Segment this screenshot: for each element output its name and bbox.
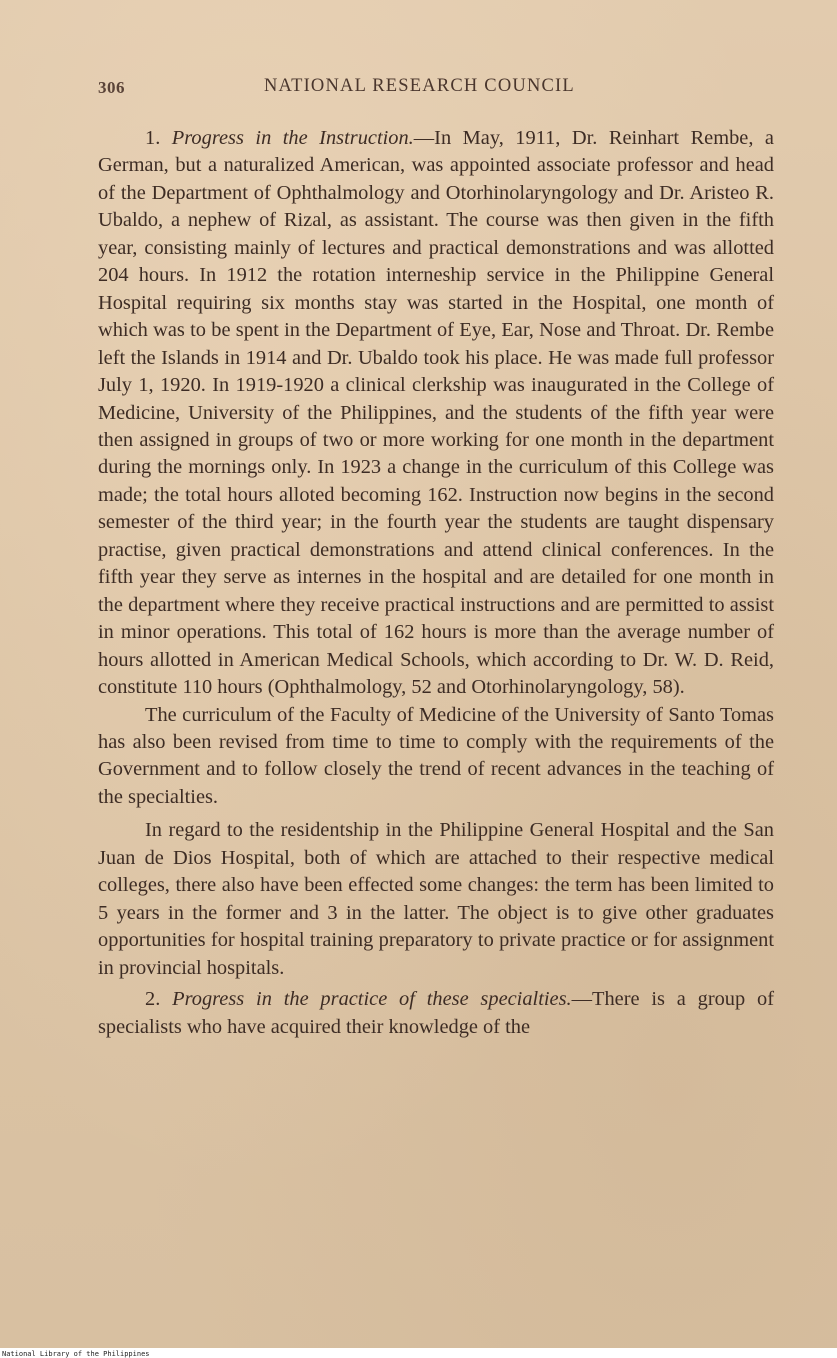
body-text [98, 125, 774, 1041]
section-number: 2. [145, 988, 161, 1011]
paragraph-text: In regard to the residentship in the Philippine General Hospital and the San Juan de Dios Hospital, both of which are attached to their respective medical colleges, there also have been effected some changes: the term has been limited to 5 years in the former and 3 in the latter. The object is to give other graduates opportunities for hospital training preparatory to private practice or for assignment in provincial hospitals. [98, 819, 774, 979]
paragraph-2 [98, 702, 774, 812]
paragraph-text: —In May, 1911, Dr. Reinhart Rembe, a German, but a naturalized American, was appointed associate professor and head of the Department of Ophthalmology and Otorhinolaryngology and Dr. Aristeo R. Ubaldo, a nephew of Rizal, as assistant. The course was then given in the fifth year, consisting mainly of lectures and practical demonstrations and was allotted 204 hours. In 1912 the rotation interneship service in the Philippine General Hospital requiring six months stay was started in the Hospital, one month of which was to be spent in the Department of Eye, Ear, Nose and Throat. Dr. Rembe left the Islands in 1914 and Dr. Ubaldo took his place. He was made full professor July 1, 1920. In 1919-1920 a clinical clerkship was inaugurated in the College of Medicine, University of the Philippines, and the students of the fifth year were then assigned in groups of two or more working for one month in the department during the mornings only. In 1923 a change in the curriculum of this College was made; the total hours alloted becoming 162. Instruction now begins in the second semester of the third year; in the fourth year the students are taught dispensary practise, given practical demonstrations and attend clinical conferences. In the fifth year they serve as internes in the hospital and are detailed for one month in the department where they receive practical instructions and are permitted to assist in minor operations. This total of 162 hours is more than the average number of hours allotted in American Medical Schools, which according to Dr. W. D. Reid, constitute 110 hours (Ophthalmology, 52 and Otorhinolaryngology, 58). [98, 127, 774, 699]
running-head [98, 76, 778, 102]
running-title: NATIONAL RESEARCH COUNCIL [264, 76, 575, 96]
section-heading: Progress in the practice of these specialties. [172, 988, 572, 1011]
footer-credit: National Library of the Philippines [2, 1350, 150, 1358]
paragraph-4 [98, 986, 774, 1041]
paragraph-text: —There is a group of specialists who have acquired their knowledge of the [98, 988, 774, 1038]
section-number: 1. [145, 127, 161, 149]
paragraph-text: The curriculum of the Faculty of Medicine of the University of Santo Tomas has also been revised from time to time to comply with the requirements of the Government and to follow closely the trend of recent advances in the teaching of the specialties. [98, 703, 774, 808]
section-heading: Progress in the Instruction. [171, 127, 414, 149]
paragraph-3 [98, 817, 774, 982]
page-number: 306 [98, 78, 125, 97]
paragraph-1 [98, 125, 774, 702]
